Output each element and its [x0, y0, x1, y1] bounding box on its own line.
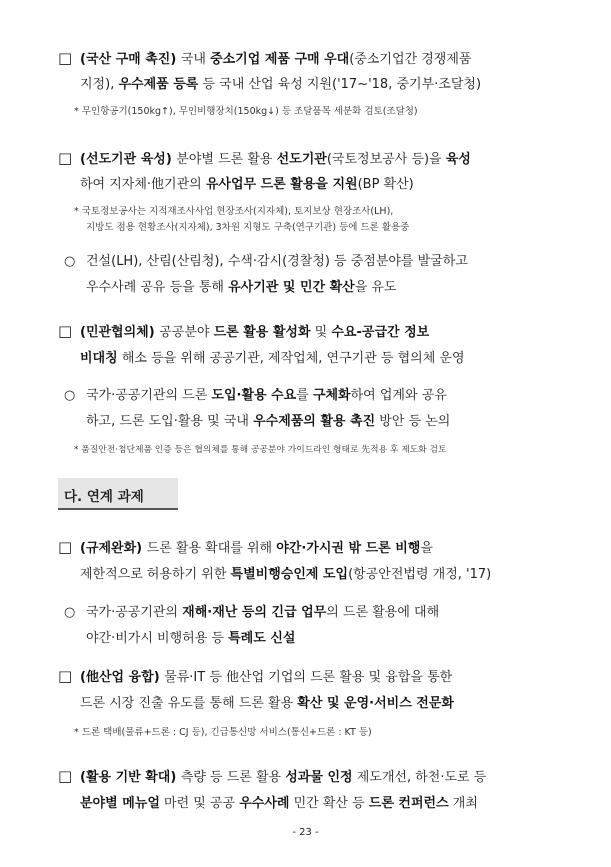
- item3-line2: [80, 347, 465, 366]
- item1-note-text: 무인항공기(150kg↑), 무인비행장치(150kg↓) 등 조달품목 세분화 검토(조달청): [81, 106, 418, 117]
- emphasis-text: 유사업무 드론 활용을 지원: [205, 177, 358, 192]
- square-bullet-icon: □: [58, 667, 73, 685]
- body-text: 국내: [180, 52, 211, 67]
- body-text: 국가·공공기관의: [86, 605, 183, 620]
- body-text: 지정),: [80, 77, 119, 92]
- item4-sub-line1: [64, 601, 439, 620]
- body-text: 측량 등 드론 활용: [180, 770, 286, 785]
- note-asterisk-icon: *: [74, 206, 79, 217]
- emphasis-text: 야간·가시권 밖 드론 비행: [276, 541, 421, 556]
- circle-bullet-icon: ○: [64, 605, 76, 620]
- emphasis-text: 확산 및 운영·서비스 전문화: [297, 696, 454, 711]
- item5-note-text: 드론 택배(물류+드론 : CJ 등), 긴급통신망 서비스(통신+드론 : KT 등): [81, 727, 372, 738]
- emphasis-text: 우수사례: [239, 796, 290, 811]
- item6-line1: [58, 766, 486, 785]
- item6-l1-text: [80, 770, 486, 785]
- body-text: 민간 확산 등: [289, 796, 369, 811]
- note-asterisk-icon: *: [74, 106, 79, 117]
- body-text: (항공안전법령 개정, '17): [348, 567, 492, 582]
- emphasis-text: 구체화: [312, 388, 351, 403]
- item1-line1: [58, 48, 471, 67]
- note-asterisk-icon: *: [74, 445, 79, 455]
- square-bullet-icon: □: [58, 149, 73, 167]
- item4-line2: [80, 563, 491, 582]
- section-title: 다. 연계 과제: [64, 489, 144, 505]
- item3-note: [74, 442, 446, 455]
- body-text: 을 유도: [354, 280, 397, 295]
- body-text: 국가·공공기관의 드론: [86, 388, 212, 403]
- emphasis-text: 우수제품 등록: [118, 77, 199, 92]
- emphasis-text: 도입·활용 수요: [211, 388, 297, 403]
- item2-note-line1: [74, 203, 393, 217]
- item4-sub-line2: [86, 627, 295, 646]
- circle-bullet-icon: ○: [64, 388, 76, 403]
- item2-line2: [80, 173, 414, 192]
- item3-sub-text1: [86, 388, 447, 403]
- emphasis-text: 중소기업 제품 구매 우대: [210, 52, 350, 67]
- square-bullet-icon: □: [58, 49, 73, 67]
- body-text: 해소 등을 위해 공공기관, 제작업체, 연구기관 등 협의체 운영: [117, 351, 465, 366]
- emphasis-text: (민관협의체): [80, 325, 160, 340]
- body-text: 우수사례 공유 등을 통해: [86, 280, 229, 295]
- body-text: 의 드론 활용에 대해: [326, 605, 440, 620]
- item2-sub-line2: [86, 276, 397, 295]
- body-text: 을: [420, 541, 433, 556]
- body-text: (국토정보공사 등)을: [326, 152, 446, 167]
- emphasis-text: 드론 컨퍼런스: [368, 796, 449, 811]
- emphasis-text: (他산업 융합): [80, 670, 165, 685]
- item4-sub-text1: [86, 605, 439, 620]
- item1-l1-text: [80, 52, 471, 67]
- item3-note-text: 품질안전·첨단제품 인증 등은 협의체를 통해 공공분야 가이드라인 형태로 先적용 후 제도화 검토: [81, 445, 447, 455]
- item3-sub-line1: [64, 384, 447, 403]
- body-text: 드론 활용 확대를 위해: [146, 541, 277, 556]
- square-bullet-icon: □: [58, 538, 73, 556]
- body-text: 하여 업계와 공유: [350, 388, 447, 403]
- item2-line1: [58, 148, 471, 167]
- emphasis-text: 수요-공급간 정보: [331, 325, 430, 340]
- body-text: 를: [296, 388, 313, 403]
- body-text: 물류·IT 등 他산업 기업의 드론 활용 및 융합을 통한: [164, 670, 453, 685]
- emphasis-text: 우수제품의 활용 촉진: [253, 414, 376, 429]
- item4-l1-text: [80, 541, 433, 556]
- item5-note: [74, 724, 372, 738]
- square-bullet-icon: □: [58, 767, 73, 785]
- item1-note: [74, 103, 418, 117]
- item5-line1: [58, 666, 452, 685]
- emphasis-text: 유사기관 및 민간 확산: [228, 280, 355, 295]
- body-text: 제도개선, 하천·도로 등: [352, 770, 487, 785]
- emphasis-text: 육성: [445, 152, 471, 167]
- emphasis-text: (국산 구매 촉진): [80, 52, 181, 67]
- emphasis-text: 비대칭: [80, 351, 118, 366]
- note-asterisk-icon: *: [74, 727, 79, 738]
- item1-line2: [80, 73, 481, 92]
- body-text: 야간·비가시 비행허용 등: [86, 631, 229, 646]
- body-text: 분야별 드론 활용: [176, 152, 277, 167]
- body-text: 제한적으로 허용하기 위한: [80, 567, 231, 582]
- emphasis-text: 드론 활용 활성화: [213, 325, 311, 340]
- body-text: 공공분야: [159, 325, 214, 340]
- body-text: 하여 지자체·他기관의: [80, 177, 206, 192]
- body-text: 방안 등 논의: [375, 414, 451, 429]
- circle-bullet-icon: ○: [64, 254, 76, 269]
- emphasis-text: 성과물 인정: [285, 770, 353, 785]
- body-text: (BP 확산): [357, 177, 414, 192]
- item2-sub-line1: [64, 250, 468, 269]
- item5-line2: [80, 692, 454, 711]
- emphasis-text: (활용 기반 확대): [80, 770, 181, 785]
- body-text: 하고, 드론 도입·활용 및 국내: [86, 414, 254, 429]
- emphasis-text: 특례도 신설: [228, 631, 296, 646]
- emphasis-text: 재해·재난 등의 긴급 업무: [182, 605, 327, 620]
- emphasis-text: (규제완화): [80, 541, 147, 556]
- emphasis-text: 특별비행승인제 도입: [230, 567, 349, 582]
- emphasis-text: 분야별 메뉴얼: [80, 796, 160, 811]
- emphasis-text: (선도기관 육성): [80, 152, 177, 167]
- body-text: 개최: [448, 796, 478, 811]
- item2-l1-text: [80, 152, 471, 167]
- item5-l1-text: [80, 670, 452, 685]
- item2-sub-text1: 건설(LH), 산림(산림청), 수색·감시(경찰청) 등 중점분야를 발굴하고: [86, 254, 468, 269]
- body-text: 및: [310, 325, 332, 340]
- page-number: - 23 -: [292, 827, 319, 838]
- body-text: 마련 및 공공: [159, 796, 240, 811]
- item3-l1-text: [80, 325, 429, 340]
- square-bullet-icon: □: [58, 322, 73, 340]
- item6-line2: [80, 792, 478, 811]
- item3-sub-line2: [86, 410, 450, 429]
- item3-line1: [58, 321, 429, 340]
- item2-note-line2: 지방도 점용 현황조사(지자체), 3차원 지형도 구축(연구기관) 등에 드론 활용중: [86, 222, 410, 233]
- body-text: 드론 시장 진출 유도를 통해 드론 활용: [80, 696, 298, 711]
- body-text: 등 국내 산업 육성 지원('17~'18, 중기부·조달청): [198, 77, 482, 92]
- emphasis-text: 선도기관: [276, 152, 327, 167]
- item2-note-text1: 국토정보공사는 지적재조사사업 현장조사(지자체), 토지보상 현장조사(LH),: [81, 206, 394, 217]
- item4-line1: [58, 537, 433, 556]
- body-text: (중소기업간 경쟁제품: [349, 52, 472, 67]
